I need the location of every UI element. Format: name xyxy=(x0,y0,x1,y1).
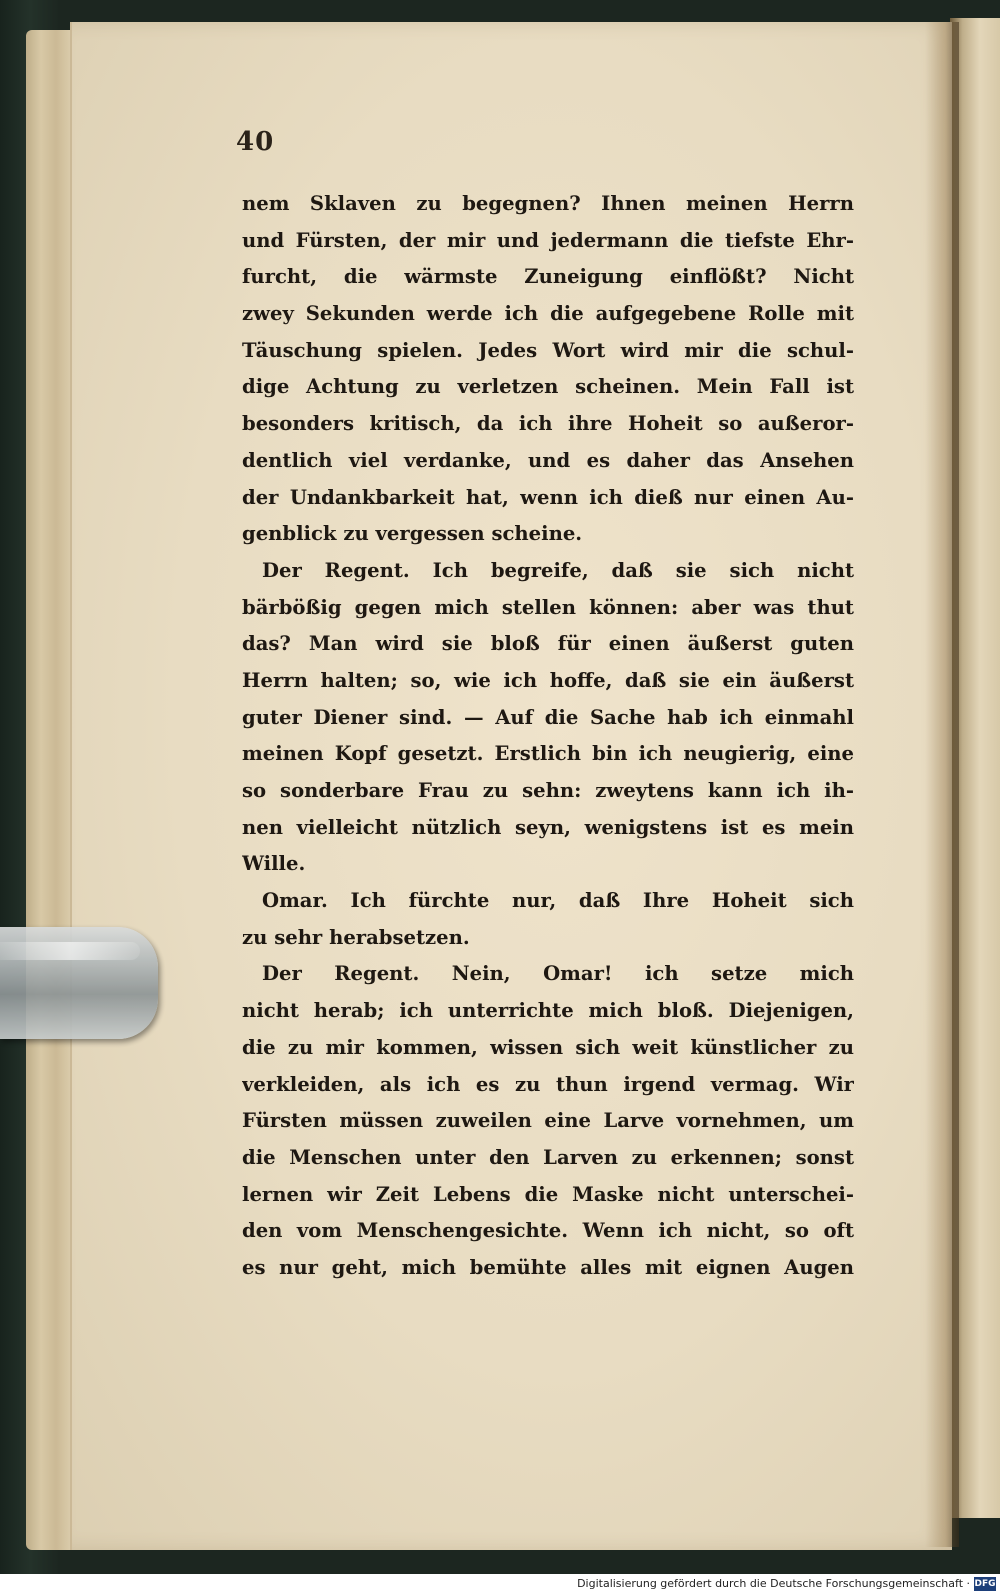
text-line: Herrn halten; so, wie ich hoffe, daß sie ein äußerst xyxy=(242,668,854,692)
page-gutter-shadow xyxy=(925,22,959,1547)
text-line: lernen wir Zeit Lebens die Maske nicht unterschei- xyxy=(242,1182,854,1206)
text-line: dentlich viel verdanke, und es daher das Ansehen xyxy=(242,448,854,472)
text-line: Täuschung spielen. Jedes Wort wird mir die schul- xyxy=(242,338,854,362)
text-line: den vom Menschengesichte. Wenn ich nicht, so oft xyxy=(242,1219,854,1243)
text-line: guter Diener sind. — Auf die Sache hab ich einmahl xyxy=(242,705,854,729)
text-line: nen vielleicht nützlich seyn, wenigstens ist es mein xyxy=(242,815,854,839)
text-line: Wille. xyxy=(242,852,306,876)
text-line: das? Man wird sie bloß für einen äußerst guten xyxy=(242,632,854,656)
text-line: die zu mir kommen, wissen sich weit künstlicher zu xyxy=(242,1035,854,1059)
text-line: der Undankbarkeit hat, wenn ich dieß nur einen Au- xyxy=(242,485,854,509)
text-line: bärbößig gegen mich stellen können: aber was thut xyxy=(242,595,854,619)
page-clip-highlight xyxy=(0,942,140,960)
footer-credit: Digitalisierung gefördert durch die Deutsche Forschungsgemeinschaft · xyxy=(577,1577,970,1590)
text-line: nem Sklaven zu begegnen? Ihnen meinen Herrn xyxy=(242,192,854,215)
text-line: Fürsten müssen zuweilen eine Larve vornehmen, um xyxy=(242,1109,854,1133)
text-line: zwey Sekunden werde ich die aufgegebene Rolle mit xyxy=(242,302,854,326)
dfg-logo: DFG xyxy=(974,1579,996,1589)
text-line: und Fürsten, der mir und jedermann die tiefste Ehr- xyxy=(242,228,854,252)
text-line: Omar. Ich fürchte nur, daß Ihre Hoheit sich xyxy=(262,889,854,913)
text-line: meinen Kopf gesetzt. Erstlich bin ich neugierig, eine xyxy=(242,742,854,766)
text-line: Der Regent. Nein, Omar! ich setze mich xyxy=(262,962,854,986)
text-line: besonders kritisch, da ich ihre Hoheit so außeror- xyxy=(242,412,854,436)
text-line: die Menschen unter den Larven zu erkennen; sonst xyxy=(242,1145,854,1169)
page-text xyxy=(242,186,854,1287)
page-number: 40 xyxy=(236,127,275,157)
text-line: dige Achtung zu verletzen scheinen. Mein Fall ist xyxy=(242,375,854,399)
text-line: Der Regent. Ich begreife, daß sie sich nicht xyxy=(262,558,854,582)
text-line: zu sehr herabsetzen. xyxy=(242,925,470,949)
text-line: so sonderbare Frau zu sehn: zweytens kann ich ih- xyxy=(242,779,854,802)
text-line: nicht herab; ich unterrichte mich bloß. Diejenigen, xyxy=(242,999,854,1023)
text-line: es nur geht, mich bemühte alles mit eignen Augen xyxy=(242,1255,854,1279)
page-edges-left xyxy=(26,30,76,1550)
text-line: verkleiden, als ich es zu thun irgend vermag. Wir xyxy=(242,1072,854,1096)
text-line: genblick zu vergessen scheine. xyxy=(242,522,583,546)
text-line: furcht, die wärmste Zuneigung einflößt? Nicht xyxy=(242,265,854,289)
